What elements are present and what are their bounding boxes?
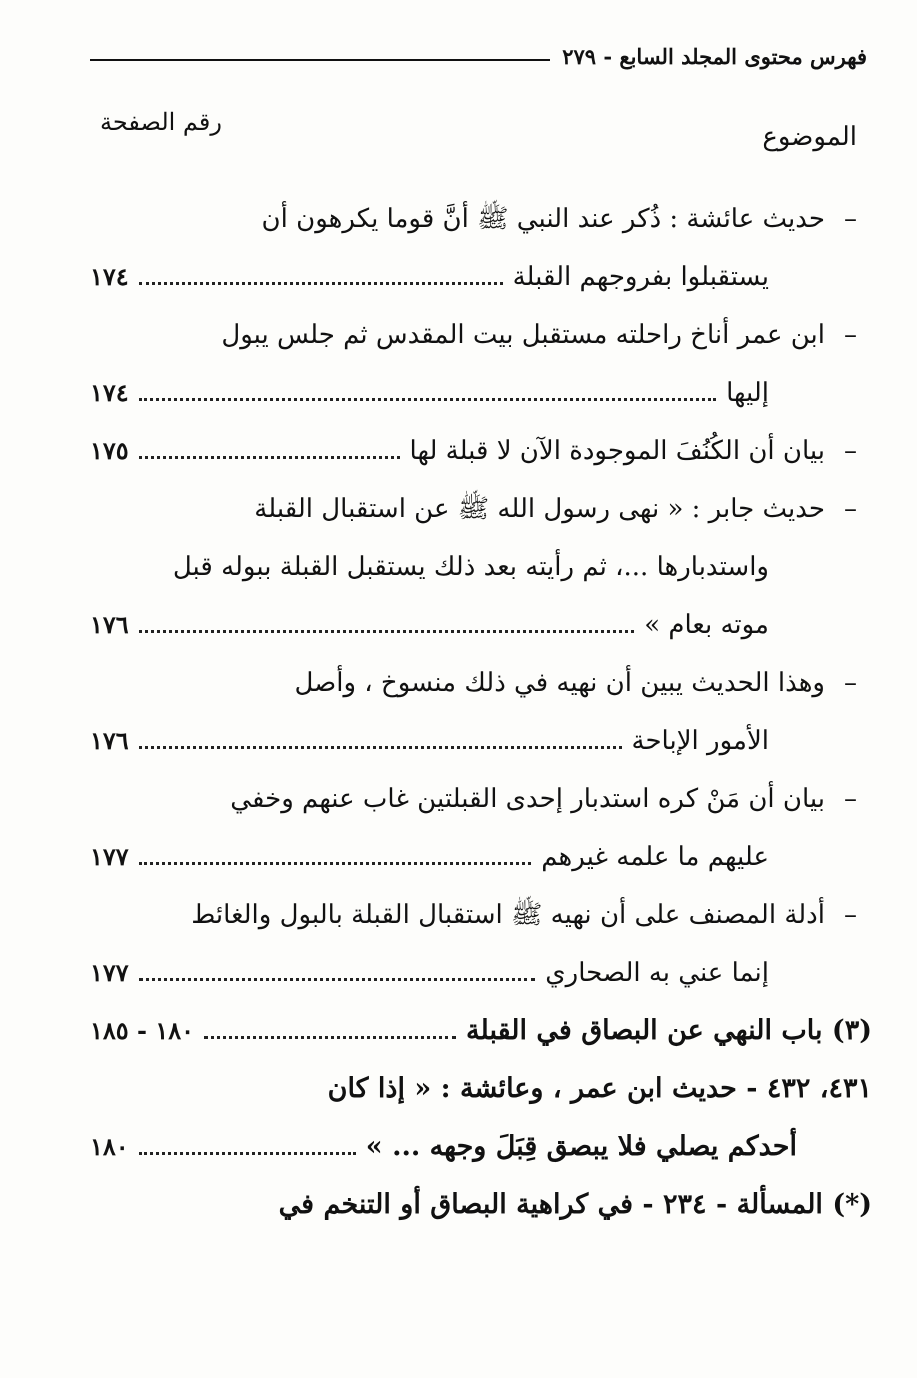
- index-entry-line: [80, 886, 857, 944]
- index-entry-line: [80, 770, 857, 828]
- entry-text: موته بعام »: [644, 610, 769, 640]
- leader-dots: [139, 978, 536, 981]
- entry-dash: –: [844, 668, 857, 698]
- index-entry-line: [80, 712, 857, 770]
- index-entry-line: [80, 654, 857, 712]
- page-number: ١٧٦: [90, 726, 129, 755]
- leader-dots: [139, 398, 716, 401]
- leader-dots: [139, 1152, 356, 1155]
- running-head-title: فهرس محتوى المجلد السابع - ٢٧٩: [562, 43, 867, 69]
- hadith-entry-line: [80, 1060, 872, 1118]
- chapter-title: (٣) باب النهي عن البصاق في القبلة: [466, 1015, 872, 1046]
- entry-text: بيان أن الكُنُفَ الموجودة الآن لا قبلة لها: [409, 436, 825, 466]
- entry-dash: –: [844, 436, 857, 466]
- page-number: ١٧٤: [90, 262, 129, 291]
- entry-text: يستقبلوا بفروجهم القبلة: [512, 262, 769, 292]
- page-number: ١٨٠: [90, 1132, 129, 1161]
- hadith-text: ٤٣١، ٤٣٢ - حديث ابن عمر ، وعائشة : « إذا كان: [327, 1073, 872, 1104]
- hadith-entry-line: [80, 1118, 857, 1176]
- question-entry-line: [80, 1176, 872, 1234]
- leader-dots: [204, 1036, 456, 1039]
- entry-dash: –: [844, 320, 857, 350]
- entry-text: بيان أن مَنْ كره استدبار إحدى القبلتين غاب عنهم وخفي: [230, 784, 825, 814]
- entry-text: حديث عائشة : ذُكر عند النبي ﷺ أنَّ قوما يكرهون أن: [261, 204, 825, 234]
- chapter-page-range: ١٨٠ - ١٨٥: [90, 1016, 195, 1045]
- page-number: ١٧٧: [90, 842, 129, 871]
- index-entry-line: [80, 596, 857, 654]
- index-entry-line: [80, 190, 857, 248]
- page-number: ١٧٧: [90, 958, 129, 987]
- entry-text: عليهم ما علمه غيرهم: [541, 842, 769, 872]
- entry-text: أدلة المصنف على أن نهيه ﷺ استقبال القبلة بالبول والغائط: [191, 900, 825, 930]
- page-number: ١٧٤: [90, 378, 129, 407]
- page-number: ١٧٥: [90, 436, 129, 465]
- entry-text: الأمور الإباحة: [631, 726, 769, 756]
- entry-text: إنما عني به الصحاري: [545, 958, 769, 988]
- index-entry-line: [80, 480, 857, 538]
- entry-dash: –: [844, 784, 857, 814]
- question-text: (*) المسألة - ٢٣٤ - في كراهية البصاق أو التنخم في: [278, 1189, 872, 1220]
- column-heading-page: رقم الصفحة: [100, 108, 222, 136]
- entry-dash: –: [844, 204, 857, 234]
- page-number: ١٧٦: [90, 610, 129, 639]
- entry-dash: –: [844, 494, 857, 524]
- hadith-text: أحدكم يصلي فلا يبصق قِبَلَ وجهه ... »: [365, 1131, 797, 1162]
- entry-text: ابن عمر أناخ راحلته مستقبل بيت المقدس ثم جلس يبول: [221, 320, 825, 350]
- leader-dots: [139, 456, 400, 459]
- running-head: [90, 36, 867, 76]
- entry-text: حديث جابر : « نهى رسول الله ﷺ عن استقبال القبلة: [254, 494, 825, 524]
- index-entry-line: [80, 944, 857, 1002]
- leader-dots: [139, 630, 635, 633]
- entry-text: وهذا الحديث يبين أن نهيه في ذلك منسوخ ، وأصل: [294, 668, 825, 698]
- index-entry-line: [80, 538, 857, 596]
- leader-dots: [139, 282, 503, 285]
- entry-dash: –: [844, 900, 857, 930]
- index-entry-line: [80, 364, 857, 422]
- index-entry-line: [80, 828, 857, 886]
- index-entry-line: [80, 248, 857, 306]
- chapter-heading: [80, 1002, 872, 1060]
- index-entries: [80, 190, 872, 1234]
- column-heading-topic: الموضوع: [762, 122, 857, 152]
- leader-dots: [139, 862, 532, 865]
- leader-dots: [139, 746, 622, 749]
- header-rule: [90, 59, 550, 61]
- entry-text: واستدبارها ...، ثم رأيته بعد ذلك يستقبل القبلة ببوله قبل: [172, 552, 769, 582]
- entry-text: إليها: [726, 378, 769, 408]
- index-entry-line: [80, 306, 857, 364]
- index-entry-line: [80, 422, 857, 480]
